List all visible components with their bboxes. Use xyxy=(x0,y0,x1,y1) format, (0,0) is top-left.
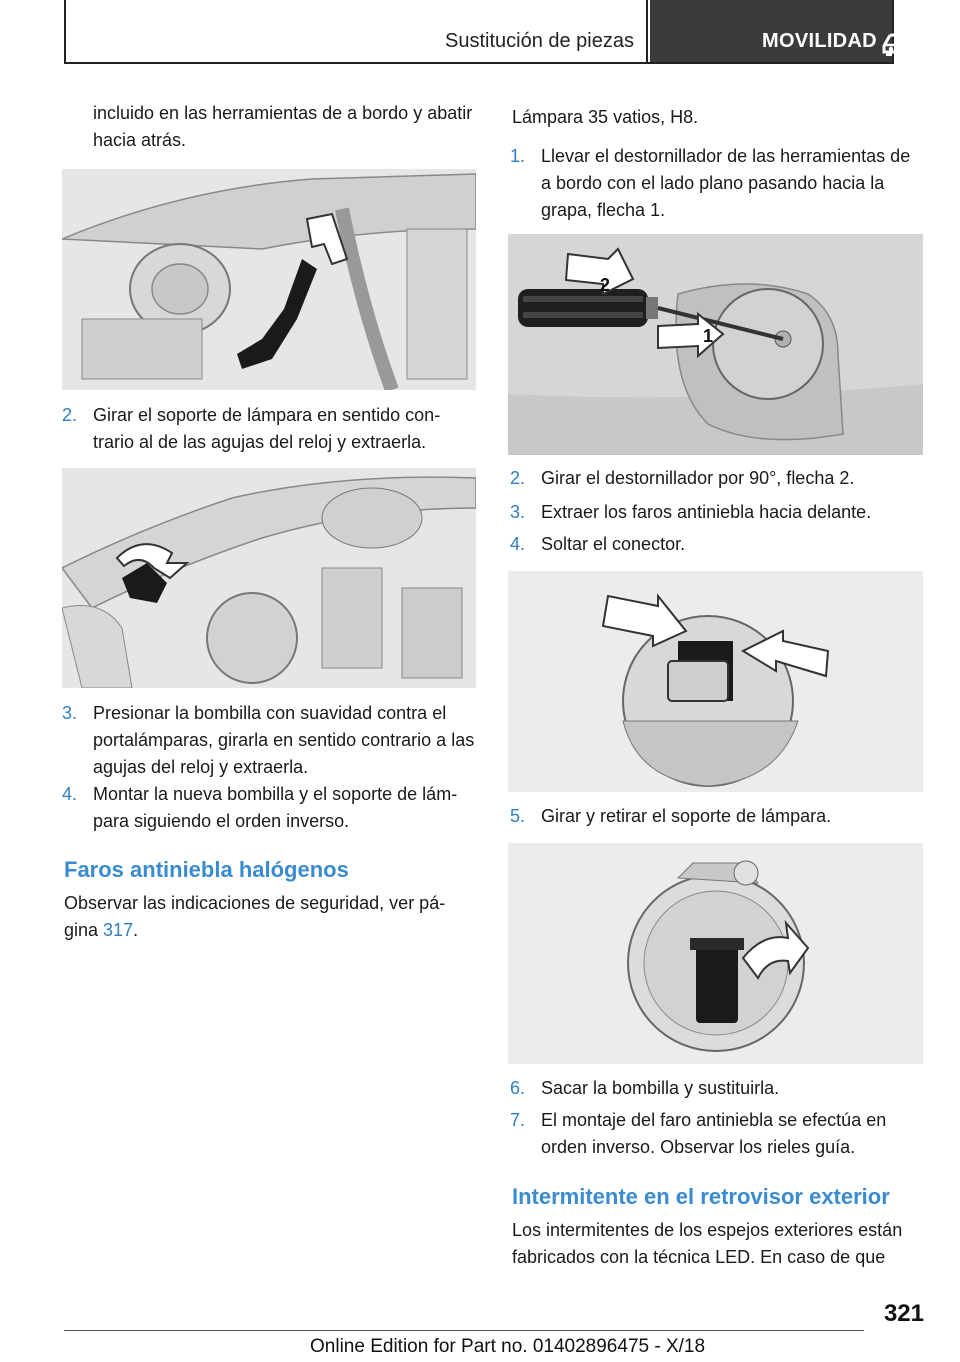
step-number: 5. xyxy=(510,806,526,826)
step-number: 2. xyxy=(510,468,526,488)
heading-mirror-indicator: Intermitente en el retrovisor exterior xyxy=(512,1184,890,1209)
step-number: 4. xyxy=(510,534,526,554)
safety-note: Observar las indicaciones de seguridad, ver pá‐gina 317. xyxy=(64,893,446,940)
fig-label-2: 2 xyxy=(600,275,611,295)
car-icon xyxy=(880,32,926,56)
step-text: Soltar el conector. xyxy=(541,534,686,554)
step-text: Girar el soporte de lámpara en sentido con‐trario al de las agujas del reloj y extraerla. xyxy=(93,405,441,452)
right-step-2 xyxy=(510,465,924,492)
heading-fog-lights: Faros antiniebla halógenos xyxy=(64,857,349,882)
right-step-7 xyxy=(510,1107,924,1161)
left-step-4 xyxy=(62,781,476,835)
step-number: 1. xyxy=(510,146,526,166)
mirror-indicator-paragraph: Los intermitentes de los espejos exteriores están fabricados con la técnica LED. En caso de que xyxy=(512,1220,903,1267)
step-text: Presionar la bombilla con suavidad contra el portalámparas, girarla en sentido contrario a las agujas del reloj y extraerla. xyxy=(93,703,475,777)
right-step-6 xyxy=(510,1075,924,1102)
figure-screwdriver xyxy=(508,234,923,455)
right-step-5 xyxy=(510,803,924,830)
page-link[interactable]: 317 xyxy=(103,920,134,940)
left-step-2 xyxy=(62,402,476,456)
step-text: Girar el destornillador por 90°, flecha 2. xyxy=(541,468,855,488)
header-section xyxy=(66,0,648,62)
section-title: Sustitución de piezas xyxy=(444,30,634,52)
step-number: 7. xyxy=(510,1110,526,1130)
edition-text: Online Edition for Part no. 01402896475 - X/18 xyxy=(310,1336,706,1357)
step-text: Llevar el destornillador de las herramientas de a bordo con el lado plano pasando hacia la grapa, flecha 1. xyxy=(541,146,911,220)
figure-headlight-cover xyxy=(62,169,476,390)
tab-label: MOVILIDAD xyxy=(762,30,877,52)
step-text: Extraer los faros antiniebla hacia delante. xyxy=(541,502,872,522)
left-step-3 xyxy=(62,700,476,781)
step-text: Sacar la bombilla y sustituirla. xyxy=(541,1078,780,1098)
footer-divider xyxy=(64,1330,864,1331)
step-text: Girar y retirar el soporte de lámpara. xyxy=(541,806,832,826)
figure-lamp-holder xyxy=(62,468,476,688)
figure-connector xyxy=(508,571,923,792)
page-number: 321 xyxy=(883,1300,924,1327)
step-number: 2. xyxy=(62,405,78,425)
step-text: El montaje del faro antiniebla se efectúa en orden inverso. Observar los rieles guía. xyxy=(541,1110,887,1157)
header-tab[interactable] xyxy=(650,0,892,62)
figure-lamp-socket xyxy=(508,843,923,1064)
right-step-4 xyxy=(510,531,924,558)
step-number: 6. xyxy=(510,1078,526,1098)
step-text: Montar la nueva bombilla y el soporte de lám‐para siguiendo el orden inverso. xyxy=(93,784,458,831)
fig-label-1: 1 xyxy=(703,326,714,346)
step-number: 4. xyxy=(62,784,78,804)
step-number: 3. xyxy=(510,502,526,522)
right-step-1 xyxy=(510,143,924,224)
intro-text: incluido en las herramientas de a bordo y abatir hacia atrás. xyxy=(93,103,473,150)
lamp-spec: Lámpara 35 vatios, H8. xyxy=(512,107,699,127)
right-step-3 xyxy=(510,499,924,526)
step-number: 3. xyxy=(62,703,78,723)
